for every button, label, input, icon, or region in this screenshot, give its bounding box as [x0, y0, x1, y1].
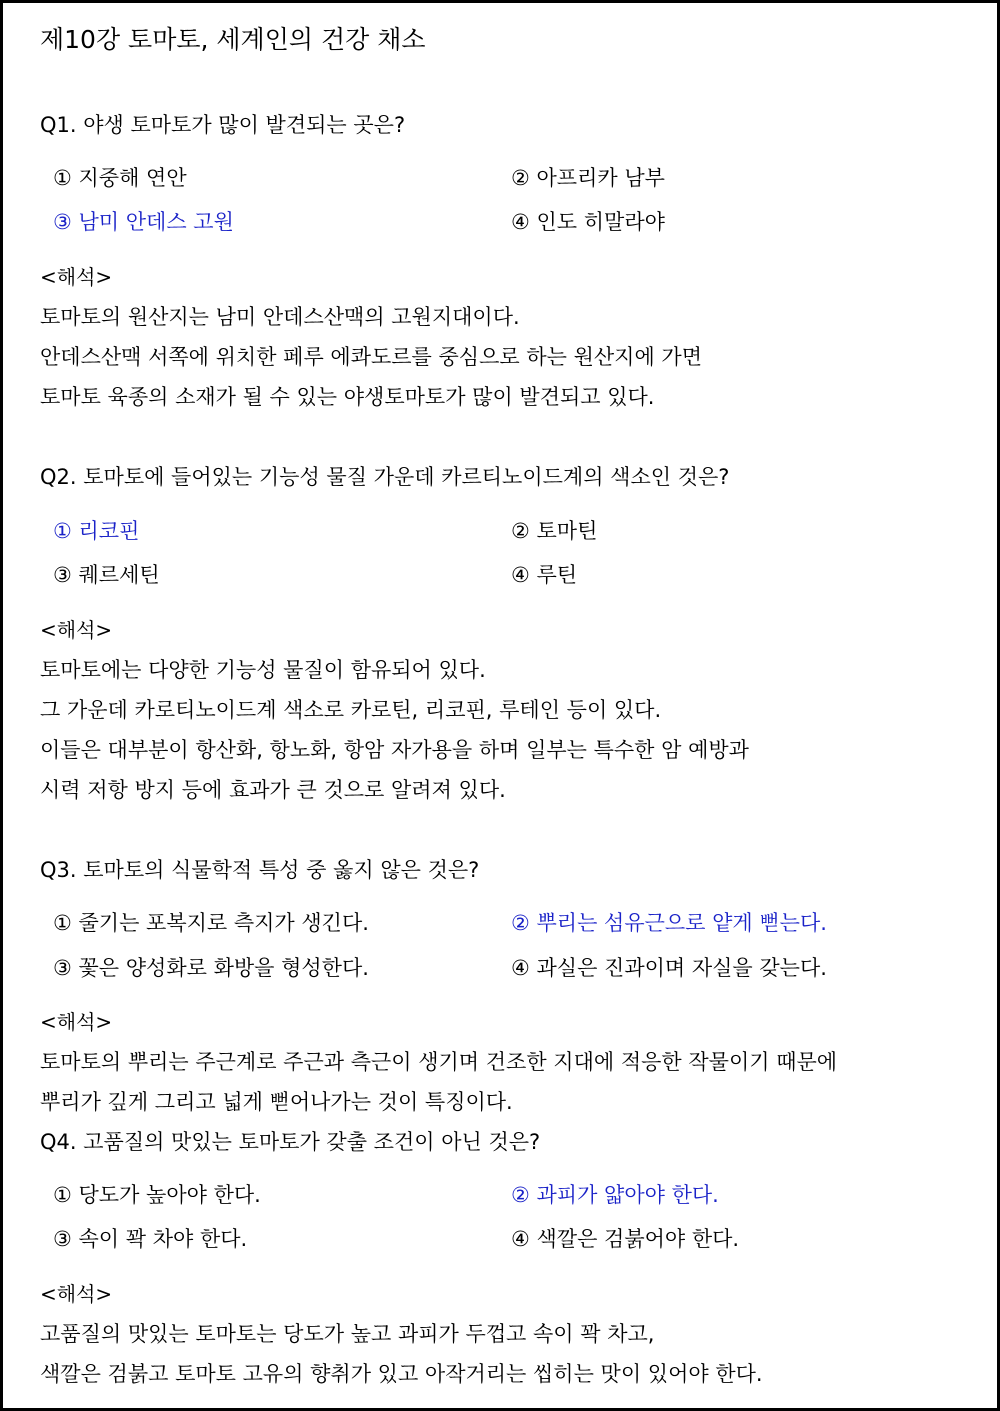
q1-option-3-answer: ③ 남미 안데스 고원: [53, 210, 234, 234]
q3-option-2-answer: ② 뿌리는 섬유근으로 얕게 뻗는다.: [511, 911, 827, 935]
question-3: Q3. 토마토의 식물학적 특성 중 옳지 않은 것은?: [40, 858, 480, 882]
q4-option-1: ① 당도가 높아야 한다.: [53, 1183, 261, 1207]
page-title: 제10강 토마토, 세계인의 건강 채소: [40, 25, 426, 54]
q4-explanation-line: 고품질의 맛있는 토마토는 당도가 높고 과피가 두껍고 속이 꽉 차고,: [40, 1322, 655, 1346]
q2-explanation-line: 이들은 대부분이 항산화, 항노화, 항암 자가용을 하며 일부는 특수한 암 예방과: [40, 738, 749, 762]
q4-option-2-answer: ② 과피가 얇아야 한다.: [511, 1183, 719, 1207]
q3-option-1: ① 줄기는 포복지로 측지가 생긴다.: [53, 911, 369, 935]
q1-option-2: ② 아프리카 남부: [511, 166, 665, 190]
q2-option-1-answer: ① 리코핀: [53, 519, 140, 543]
question-2: Q2. 토마토에 들어있는 기능성 물질 가운데 카르티노이드계의 색소인 것은?: [40, 465, 730, 489]
q4-explanation-line: 색깔은 검붉고 토마토 고유의 향취가 있고 아작거리는 씹히는 맛이 있어야 한다.: [40, 1362, 763, 1386]
q1-explanation-line: 토마토의 원산지는 남미 안데스산맥의 고원지대이다.: [40, 305, 520, 329]
question-1: Q1. 야생 토마토가 많이 발견되는 곳은?: [40, 113, 406, 137]
question-4: Q4. 고품질의 맛있는 토마토가 갖출 조건이 아닌 것은?: [40, 1130, 541, 1154]
q4-option-3: ③ 속이 꽉 차야 한다.: [53, 1227, 248, 1251]
q2-option-3: ③ 퀘르세틴: [53, 563, 160, 587]
q3-option-3: ③ 꽃은 양성화로 화방을 형성한다.: [53, 956, 369, 980]
q1-explanation-line: 안데스산맥 서쪽에 위치한 페루 에콰도르를 중심으로 하는 원산지에 가면: [40, 345, 702, 369]
q2-explanation-line: 토마토에는 다양한 기능성 물질이 함유되어 있다.: [40, 658, 486, 682]
q4-explanation-label: <해석>: [40, 1282, 113, 1306]
q2-explanation-line: 시력 저항 방지 등에 효과가 큰 것으로 알려져 있다.: [40, 778, 506, 802]
q1-option-1: ① 지중해 연안: [53, 166, 187, 190]
q3-explanation-label: <해석>: [40, 1010, 113, 1034]
q4-option-4: ④ 색깔은 검붉어야 한다.: [511, 1227, 740, 1251]
q2-option-2: ② 토마틴: [511, 519, 598, 543]
q1-explanation-line: 토마토 육종의 소재가 될 수 있는 야생토마토가 많이 발견되고 있다.: [40, 385, 655, 409]
q1-explanation-label: <해석>: [40, 265, 113, 289]
q3-option-4: ④ 과실은 진과이며 자실을 갖는다.: [511, 956, 827, 980]
q2-explanation-line: 그 가운데 카로티노이드계 색소로 카로틴, 리코핀, 루테인 등이 있다.: [40, 698, 662, 722]
q2-explanation-label: <해석>: [40, 618, 113, 642]
q3-explanation-line: 뿌리가 깊게 그리고 넓게 뻗어나가는 것이 특징이다.: [40, 1090, 513, 1114]
q2-option-4: ④ 루틴: [511, 563, 578, 587]
q3-explanation-line: 토마토의 뿌리는 주근계로 주근과 측근이 생기며 건조한 지대에 적응한 작물이기 때문에: [40, 1050, 838, 1074]
q1-option-4: ④ 인도 히말라야: [511, 210, 665, 234]
